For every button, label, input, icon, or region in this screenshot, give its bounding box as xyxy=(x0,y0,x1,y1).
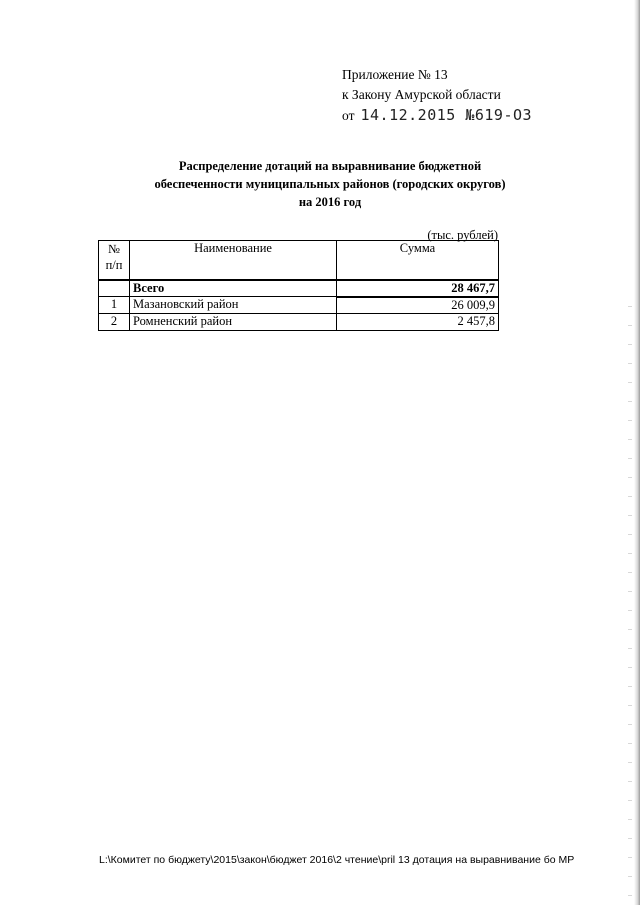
total-sum: 28 467,7 xyxy=(337,280,499,297)
total-label: Всего xyxy=(130,280,337,297)
row-name: Мазановский район xyxy=(130,297,337,314)
units-label: (тыс. рублей) xyxy=(427,228,498,242)
table-row-total xyxy=(99,280,499,297)
total-number-cell xyxy=(99,280,130,297)
row-number: 2 xyxy=(99,314,130,331)
footer-file-path: L:\Комитет по бюджету\2015\закон\бюджет 2016\2 чтение\pril 13 дотация на выравнивание бо МР xyxy=(99,854,575,866)
scan-noise xyxy=(628,300,632,900)
header-number-symbol: № xyxy=(108,242,120,256)
header-sum: Сумма xyxy=(337,241,499,280)
row-sum: 2 457,8 xyxy=(337,314,499,331)
allocation-table xyxy=(98,240,499,331)
header-number-abbrev: п/п xyxy=(105,258,123,272)
header-name: Наименование xyxy=(130,241,337,280)
title-line-2: обеспеченности муниципальных районов (городских округов) xyxy=(154,177,506,191)
row-number: 1 xyxy=(99,297,130,314)
appendix-law-reference: к Закону Амурской области xyxy=(342,87,501,102)
title-line-1: Распределение дотаций на выравнивание бюджетной xyxy=(178,159,482,173)
row-sum: 26 009,9 xyxy=(337,297,499,314)
table-row xyxy=(99,297,499,314)
title-line-3: на 2016 год xyxy=(298,195,362,209)
appendix-date-line xyxy=(342,105,532,126)
table-row xyxy=(99,314,499,331)
page-edge xyxy=(634,0,640,905)
date-stamp: 14.12.2015 №619-ОЗ xyxy=(360,106,533,124)
appendix-number: Приложение № 13 xyxy=(342,67,448,82)
date-prefix: от xyxy=(342,108,355,123)
appendix-header xyxy=(342,65,532,126)
table-header-row xyxy=(99,241,499,280)
row-name: Ромненский район xyxy=(130,314,337,331)
header-number xyxy=(99,241,130,280)
document-title xyxy=(140,157,520,211)
